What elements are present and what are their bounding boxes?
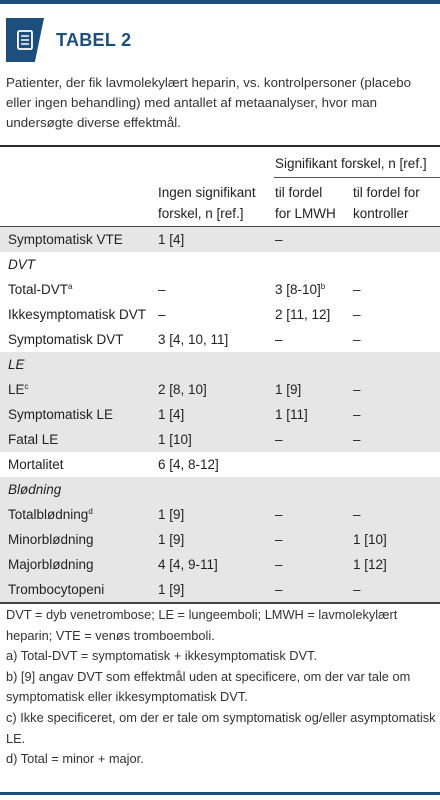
bottom-accent-bar — [0, 792, 440, 795]
footnote-b: b) [9] angav DVT som effektmål uden at specificere, om der var tale om symptomatisk eller ikkesymptomatisk DVT. — [6, 668, 411, 705]
table-row: Minorblødning 1 [9] – 1 [10] — [0, 527, 440, 552]
section-row: LE — [0, 352, 440, 377]
table-row: Symptomatisk VTE 1 [4] – — [0, 227, 440, 252]
group-header: Signifikant forskel, n [ref.] — [275, 156, 427, 171]
footnote-abbreviations: DVT = dyb venetrombose; LE = lungeemboli; LMWH = lavmolekylært heparin; VTE = venøs tromboemboli. — [6, 607, 398, 643]
table-bottom-rule — [0, 602, 440, 604]
table-row: Totalblødning$^d$ 1 [9] – – — [0, 502, 440, 527]
table-row: Total-DVT$^a$ – 3 $[8-10]^b$ – — [8, 282, 361, 297]
footnote-d: d) Total = minor + major. — [6, 751, 144, 767]
column-header-favor-control: til fordel for kontroller — [353, 185, 420, 221]
table-row: Trombocytopeni 1 [9] – – — [0, 577, 440, 602]
table-row: $LE^c$ 2 [8, 10] 1 [9] – — [0, 377, 440, 402]
table-top-rule — [0, 145, 440, 147]
footnote-a: a) Total-DVT = symptomatisk + ikkesymptomatisk DVT. — [6, 648, 318, 664]
footnote-c: c) Ikke specificeret, om der er tale om symptomatisk og/eller asymptomatisk LE. — [6, 709, 436, 746]
table-row: Symptomatisk DVT 3 [4, 10, 11] – – — [8, 332, 361, 347]
column-header-favor-lmwh: til fordel for LMWH — [275, 185, 336, 221]
section-row: DVT — [8, 257, 35, 272]
table-header — [0, 18, 131, 62]
section-row: Blødning — [0, 477, 440, 502]
table-footnotes — [6, 605, 436, 770]
table-row: Mortalitet 6 [4, 8-12] — [8, 457, 219, 472]
group-header-rule — [274, 177, 440, 178]
top-accent-bar — [0, 0, 440, 4]
table-caption: Patienter, der fik lavmolekylært heparin, vs. kontrolpersoner (placebo eller ingen behandling) med antallet af metaanalyser, hvor man undersøgte diverse effektmål. — [6, 75, 412, 130]
table-row: Fatal LE 1 [10] – – — [0, 427, 440, 452]
document-list-icon — [6, 18, 44, 62]
column-header-no-significance: Ingen signifikant forskel, n [ref.] — [158, 185, 256, 221]
table-row: Symptomatisk LE 1 [4] 1 [11] – — [0, 402, 440, 427]
table-row: Ikkesymptomatisk DVT – 2 [11, 12] – — [8, 307, 361, 322]
table-title: TABEL 2 — [56, 29, 132, 50]
table-row: Majorblødning 4 [4, 9-11] – 1 [12] — [0, 552, 440, 577]
